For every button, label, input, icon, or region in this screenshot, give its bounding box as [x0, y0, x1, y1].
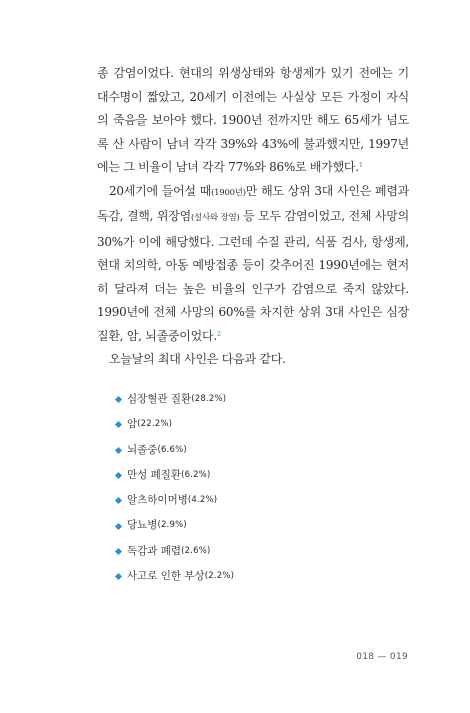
- list-item: [116, 513, 234, 538]
- body-text: [97, 62, 409, 372]
- diamond-bullet-icon: [115, 548, 122, 555]
- list-item: [116, 564, 234, 589]
- cause-name: 알츠하이머병: [127, 494, 188, 507]
- diamond-bullet-icon: [115, 472, 122, 479]
- paragraph-2-text-b: 만 해도 상위 3대 사인은 폐렴과 독감, 결핵, 위장염: [97, 183, 410, 223]
- footnote-marker-2[interactable]: 2: [216, 329, 221, 338]
- list-item: [116, 488, 234, 513]
- paragraph-1: [97, 62, 409, 180]
- cause-percent: (6.6%): [157, 444, 187, 455]
- cause-percent: (28.2%): [191, 394, 227, 404]
- paragraph-1-text: 종 감염이었다. 현대의 위생상태와 항생제가 있기 전에는 기대수명이 짧았고, 20세기 이전에는 사실상 모든 가정이 자식의 죽음을 보아야 했다. 1900년 전까지만 해도 65세가 넘도록 산 사람이 남녀 각각 39%와 43%에 불과했지만, 1997년에는 그 비율이 남녀 각각 77%와 86%로 배가했다.: [97, 66, 409, 174]
- paragraph-3: 오늘날의 최대 사인은 다음과 같다.: [109, 352, 286, 366]
- diamond-bullet-icon: [115, 396, 122, 403]
- cause-percent: (2.6%): [181, 545, 211, 556]
- diamond-bullet-icon: [115, 573, 122, 580]
- cause-name: 심장혈관 질환: [127, 393, 192, 405]
- cause-name: 뇌졸중: [127, 443, 158, 456]
- list-item: [116, 539, 234, 564]
- diamond-bullet-icon: [115, 497, 122, 504]
- year-note: (1900년): [211, 187, 246, 198]
- cause-name: 암: [127, 418, 138, 431]
- footnote-marker-1[interactable]: 1: [358, 161, 363, 169]
- paragraph-2-text-a: 20세기에 들어설 때: [109, 183, 212, 198]
- page-numbers: 018 — 019: [356, 652, 408, 662]
- list-item: [116, 387, 234, 412]
- paragraph-2: [97, 180, 409, 349]
- diamond-bullet-icon: [115, 447, 122, 454]
- causes-of-death-list: [116, 387, 234, 589]
- diamond-bullet-icon: [115, 421, 122, 428]
- list-item: [116, 463, 234, 488]
- list-item: [116, 412, 234, 437]
- cause-percent: (2.9%): [157, 520, 187, 531]
- cause-name: 당뇨병: [127, 519, 158, 532]
- diamond-bullet-icon: [115, 523, 122, 530]
- cause-percent: (4.2%): [187, 495, 218, 506]
- cause-percent: (2.2%): [204, 571, 235, 582]
- cause-name: 독감과 폐렴: [127, 544, 182, 557]
- cause-percent: (22.2%): [137, 419, 173, 430]
- cause-name: 사고로 인한 부상: [127, 570, 205, 583]
- cause-name: 만성 폐질환: [127, 468, 182, 481]
- list-item: [116, 438, 234, 463]
- cause-percent: (6.2%): [181, 469, 211, 480]
- cause-note: (설사와 장염): [190, 213, 240, 223]
- paragraph-2-text-c: 등 모두 감염이었고, 전체 사망의 30%가 이에 해당했다. 그런데 수질 관리, 식품 검사, 항생제, 현대 치의학, 아동 예방접종 등이 갖추어진 1990년에는 현저히 달라져 더는 높은 비율의 인구가 감염으로 죽지 않았다. 1990년에 전체 사망의 60%를 차지한 상위 3대 사인은 심장질환, 암, 뇌졸중이었다.: [97, 209, 409, 343]
